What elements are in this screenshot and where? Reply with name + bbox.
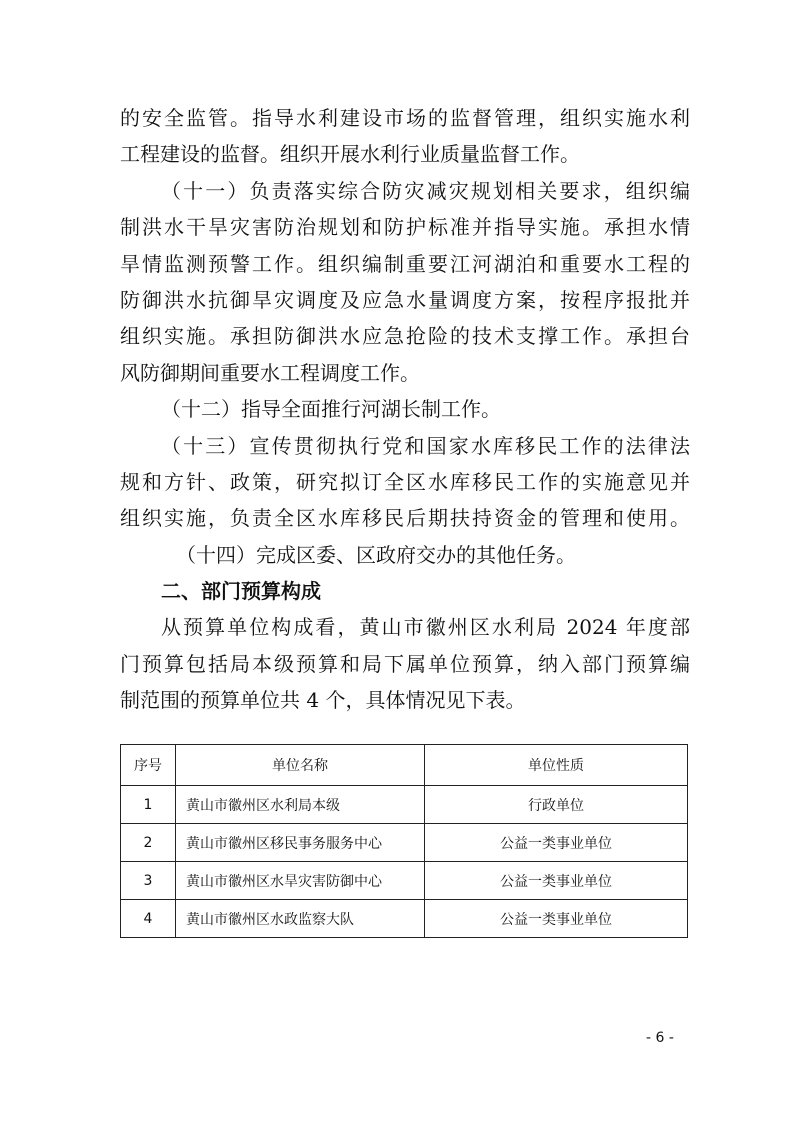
text-line: 门预算包括局本级预算和局下属单位预算，纳入部门预算编	[120, 651, 690, 676]
text-line: 工程建设的监督。组织开展水利行业质量监督工作。	[120, 142, 580, 167]
text-line: 风防御期间重要水工程调度工作。	[120, 360, 420, 385]
text-line: 制范围的预算单位共 4 个，具体情况见下表。	[120, 688, 526, 713]
cell-unit-name: 黄山市徽州区水利局本级	[176, 786, 425, 824]
text-line: （十三）宣传贯彻执行党和国家水库移民工作的法律法	[161, 433, 690, 458]
text-line: （十二）指导全面推行河湖长制工作。	[161, 397, 501, 422]
body-text	[120, 100, 690, 719]
text-line: 旱情监测预警工作。组织编制重要江河湖泊和重要水工程的	[120, 251, 690, 276]
cell-unit-name: 黄山市徽州区水旱灾害防御中心	[176, 862, 425, 900]
table-header-row	[121, 745, 688, 786]
cell-unit-name: 黄山市徽州区移民事务服务中心	[176, 824, 425, 862]
table-row	[121, 862, 688, 900]
text-line: （十一）负责落实综合防灾减灾规划相关要求，组织编	[161, 178, 690, 203]
cell-unit-nature: 公益一类事业单位	[425, 824, 688, 862]
cell-unit-nature: 公益一类事业单位	[425, 900, 688, 938]
section-heading: 二、部门预算构成	[161, 579, 321, 604]
text-line: （十四）完成区委、区政府交办的其他任务。	[176, 542, 576, 567]
text-line: 的安全监管。指导水利建设市场的监督管理，组织实施水利	[120, 106, 690, 130]
page-number: - 6 -	[646, 1030, 674, 1046]
cell-index: 3	[121, 862, 176, 900]
text-line: 制洪水干旱灾害防治规划和防护标准并指导实施。承担水情	[120, 215, 690, 240]
header-index: 序号	[121, 745, 176, 786]
table-row	[121, 786, 688, 824]
table-row	[121, 824, 688, 862]
table-row	[121, 900, 688, 938]
cell-index: 4	[121, 900, 176, 938]
text-line: 组织实施。承担防御洪水应急抢险的技术支撑工作。承担台	[120, 324, 690, 349]
text-line: 防御洪水抗御旱灾调度及应急水量调度方案，按程序报批并	[120, 287, 690, 312]
cell-index: 2	[121, 824, 176, 862]
header-unit-nature: 单位性质	[425, 745, 688, 786]
cell-unit-nature: 公益一类事业单位	[425, 862, 688, 900]
cell-index: 1	[121, 786, 176, 824]
text-line: 组织实施，负责全区水库移民后期扶持资金的管理和使用。	[120, 506, 690, 531]
cell-unit-nature: 行政单位	[425, 786, 688, 824]
budget-units-table	[120, 744, 688, 938]
text-line: 规和方针、政策，研究拟订全区水库移民工作的实施意见并	[120, 469, 690, 494]
text-line: 从预算单位构成看，黄山市徽州区水利局 2024 年度部	[161, 615, 690, 640]
cell-unit-name: 黄山市徽州区水政监察大队	[176, 900, 425, 938]
header-unit-name: 单位名称	[176, 745, 425, 786]
